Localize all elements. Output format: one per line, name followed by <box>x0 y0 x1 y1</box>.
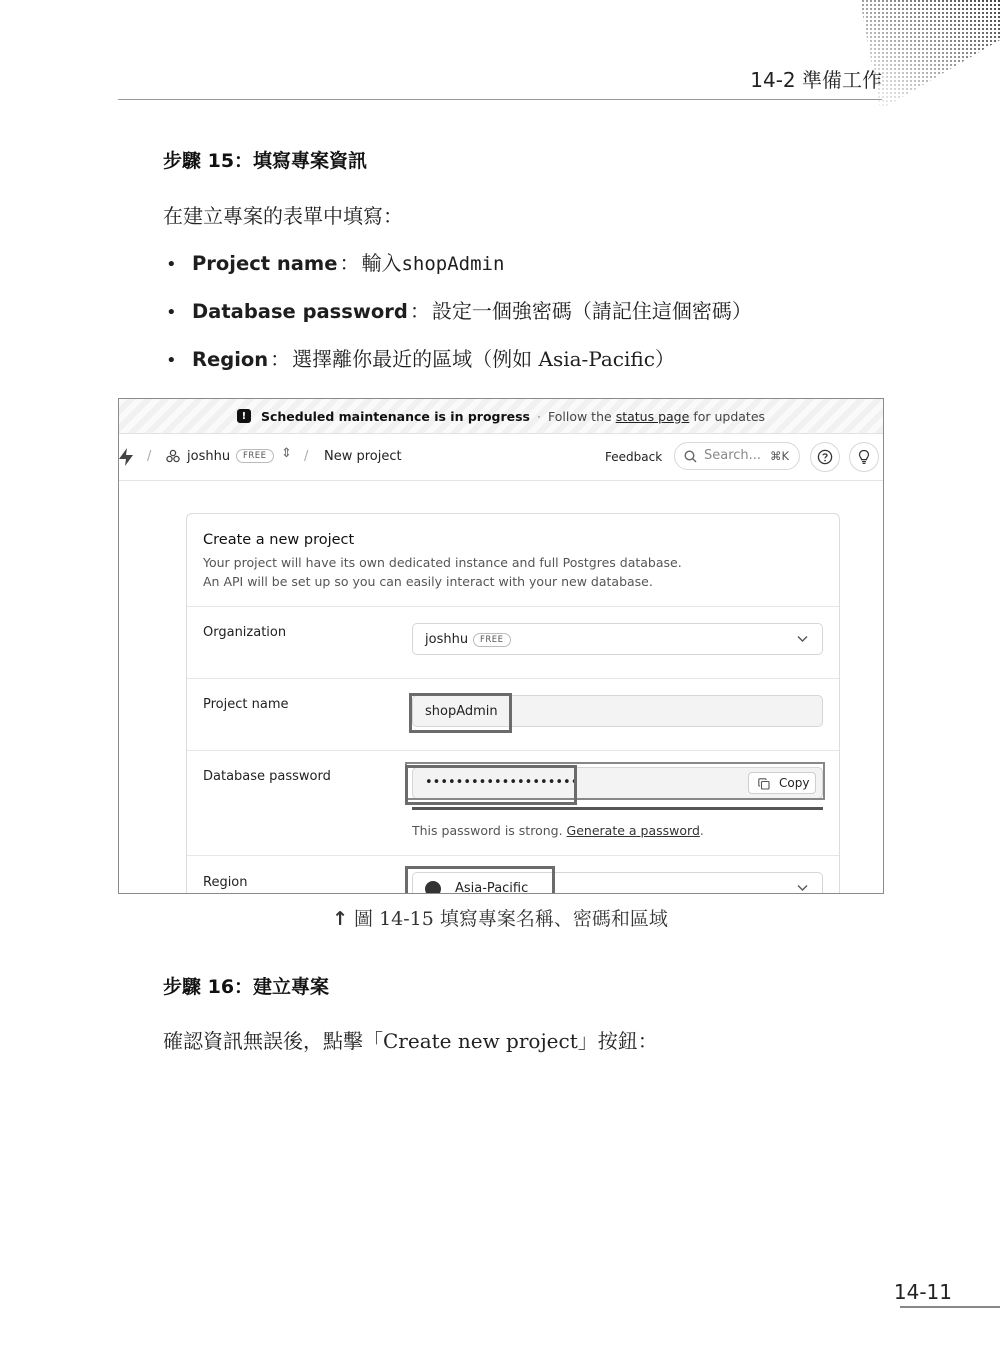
help-button[interactable] <box>810 442 840 472</box>
status-page-link[interactable]: status page <box>615 408 690 424</box>
figure-caption <box>0 904 1000 931</box>
organization-row <box>187 606 839 679</box>
figure-caption-text: 圖 14-15 填寫專案名稱、密碼和區域 <box>354 908 668 930</box>
generate-password-link[interactable]: Generate a password <box>566 823 700 838</box>
database-password-row <box>187 750 839 856</box>
help-icon <box>817 449 833 465</box>
bullet-database-password <box>166 295 752 324</box>
card-description-line2: An API will be set up so you can easily interact with your new database. <box>203 574 653 589</box>
copy-label: Copy <box>779 776 810 790</box>
chevron-down-icon <box>797 884 808 892</box>
bullet-term: Project name <box>192 252 338 275</box>
step16-heading: 步驟 16：建立專案 <box>163 976 330 998</box>
bullet-text: 設定一個強密碼（請記住這個密碼） <box>431 299 752 323</box>
region-value: Asia-Pacific <box>455 881 529 894</box>
header-rule <box>118 99 882 100</box>
organization-value: joshhu <box>425 632 469 647</box>
project-name-label: Project name <box>203 697 289 712</box>
supabase-logo-icon[interactable] <box>118 447 135 467</box>
password-masked-value: •••••••••••••••••••• <box>425 775 579 790</box>
page-number: 14-11 <box>893 1280 952 1304</box>
lightbulb-icon <box>856 449 872 465</box>
highlight-box <box>405 866 555 894</box>
halftone-corner-decoration <box>850 0 1000 110</box>
banner-text: Follow the <box>548 408 612 424</box>
chevron-down-icon <box>797 635 808 643</box>
search-icon <box>684 450 697 463</box>
alert-icon: ! <box>237 409 251 423</box>
bullet-separator: ： <box>270 347 291 371</box>
banner-separator: · <box>537 408 541 424</box>
highlight-box <box>405 765 577 805</box>
password-strength-bar <box>412 807 823 810</box>
password-hint <box>412 823 704 838</box>
keyboard-shortcut-hint: ⌘K <box>769 449 789 463</box>
screenshot-figure <box>118 398 884 894</box>
top-navigation-bar <box>119 434 883 481</box>
bullet-text: 輸入 <box>361 251 402 275</box>
new-project-card <box>186 513 840 894</box>
maintenance-banner <box>119 399 883 434</box>
step15-intro: 在建立專案的表單中填寫： <box>163 204 403 228</box>
page-number-rule <box>900 1306 1000 1308</box>
password-hint-text: This password is strong. <box>412 823 563 838</box>
tips-button[interactable] <box>849 442 879 472</box>
card-title: Create a new project <box>203 532 355 548</box>
bullet-term: Region <box>192 348 269 371</box>
database-password-label: Database password <box>203 769 331 784</box>
organization-select[interactable] <box>412 623 823 655</box>
bullet-code: shopAdmin <box>401 253 505 275</box>
step16-text: 確認資訊無誤後，點擊「Create new project」按鈕： <box>163 1029 658 1053</box>
chapter-header-title: 14-2 準備工作 <box>750 68 882 92</box>
bullet-project-name <box>166 247 504 276</box>
bullet-term: Database password <box>192 300 408 323</box>
org-name-link[interactable]: joshhu <box>187 449 231 464</box>
project-name-row <box>187 678 839 751</box>
breadcrumb-separator-icon: / <box>147 449 152 464</box>
plan-badge: FREE <box>473 633 511 647</box>
bullet-region <box>166 343 675 372</box>
feedback-button[interactable]: Feedback <box>605 450 663 464</box>
search-placeholder: Search... <box>704 448 762 463</box>
banner-strong-text: Scheduled maintenance is in progress <box>260 408 531 424</box>
project-name-value: shopAdmin <box>425 704 498 719</box>
breadcrumb-separator-icon: / <box>304 449 309 464</box>
highlight-box <box>409 693 512 733</box>
organization-label: Organization <box>203 625 287 640</box>
organization-icon <box>166 449 180 463</box>
search-input[interactable] <box>674 442 800 470</box>
hint-period: . <box>699 823 704 838</box>
bullet-dot: • <box>166 350 177 371</box>
bullet-separator: ： <box>339 251 360 275</box>
banner-text-after: for updates <box>693 408 766 424</box>
region-label: Region <box>203 875 248 890</box>
breadcrumb-current-page: New project <box>324 449 402 464</box>
step15-heading: 步驟 15：填寫專案資訊 <box>163 150 368 172</box>
card-description-line1: Your project will have its own dedicated instance and full Postgres database. <box>203 555 682 570</box>
expand-collapse-icon[interactable]: ⇕ <box>281 446 292 461</box>
plan-badge: FREE <box>236 449 274 463</box>
bullet-dot: • <box>166 302 177 323</box>
bullet-separator: ： <box>409 299 430 323</box>
arrow-up-icon: ↑ <box>332 908 349 930</box>
bullet-text: 選擇離你最近的區域（例如 Asia-Pacific） <box>292 347 675 371</box>
region-row <box>187 855 839 894</box>
bullet-dot: • <box>166 254 177 275</box>
